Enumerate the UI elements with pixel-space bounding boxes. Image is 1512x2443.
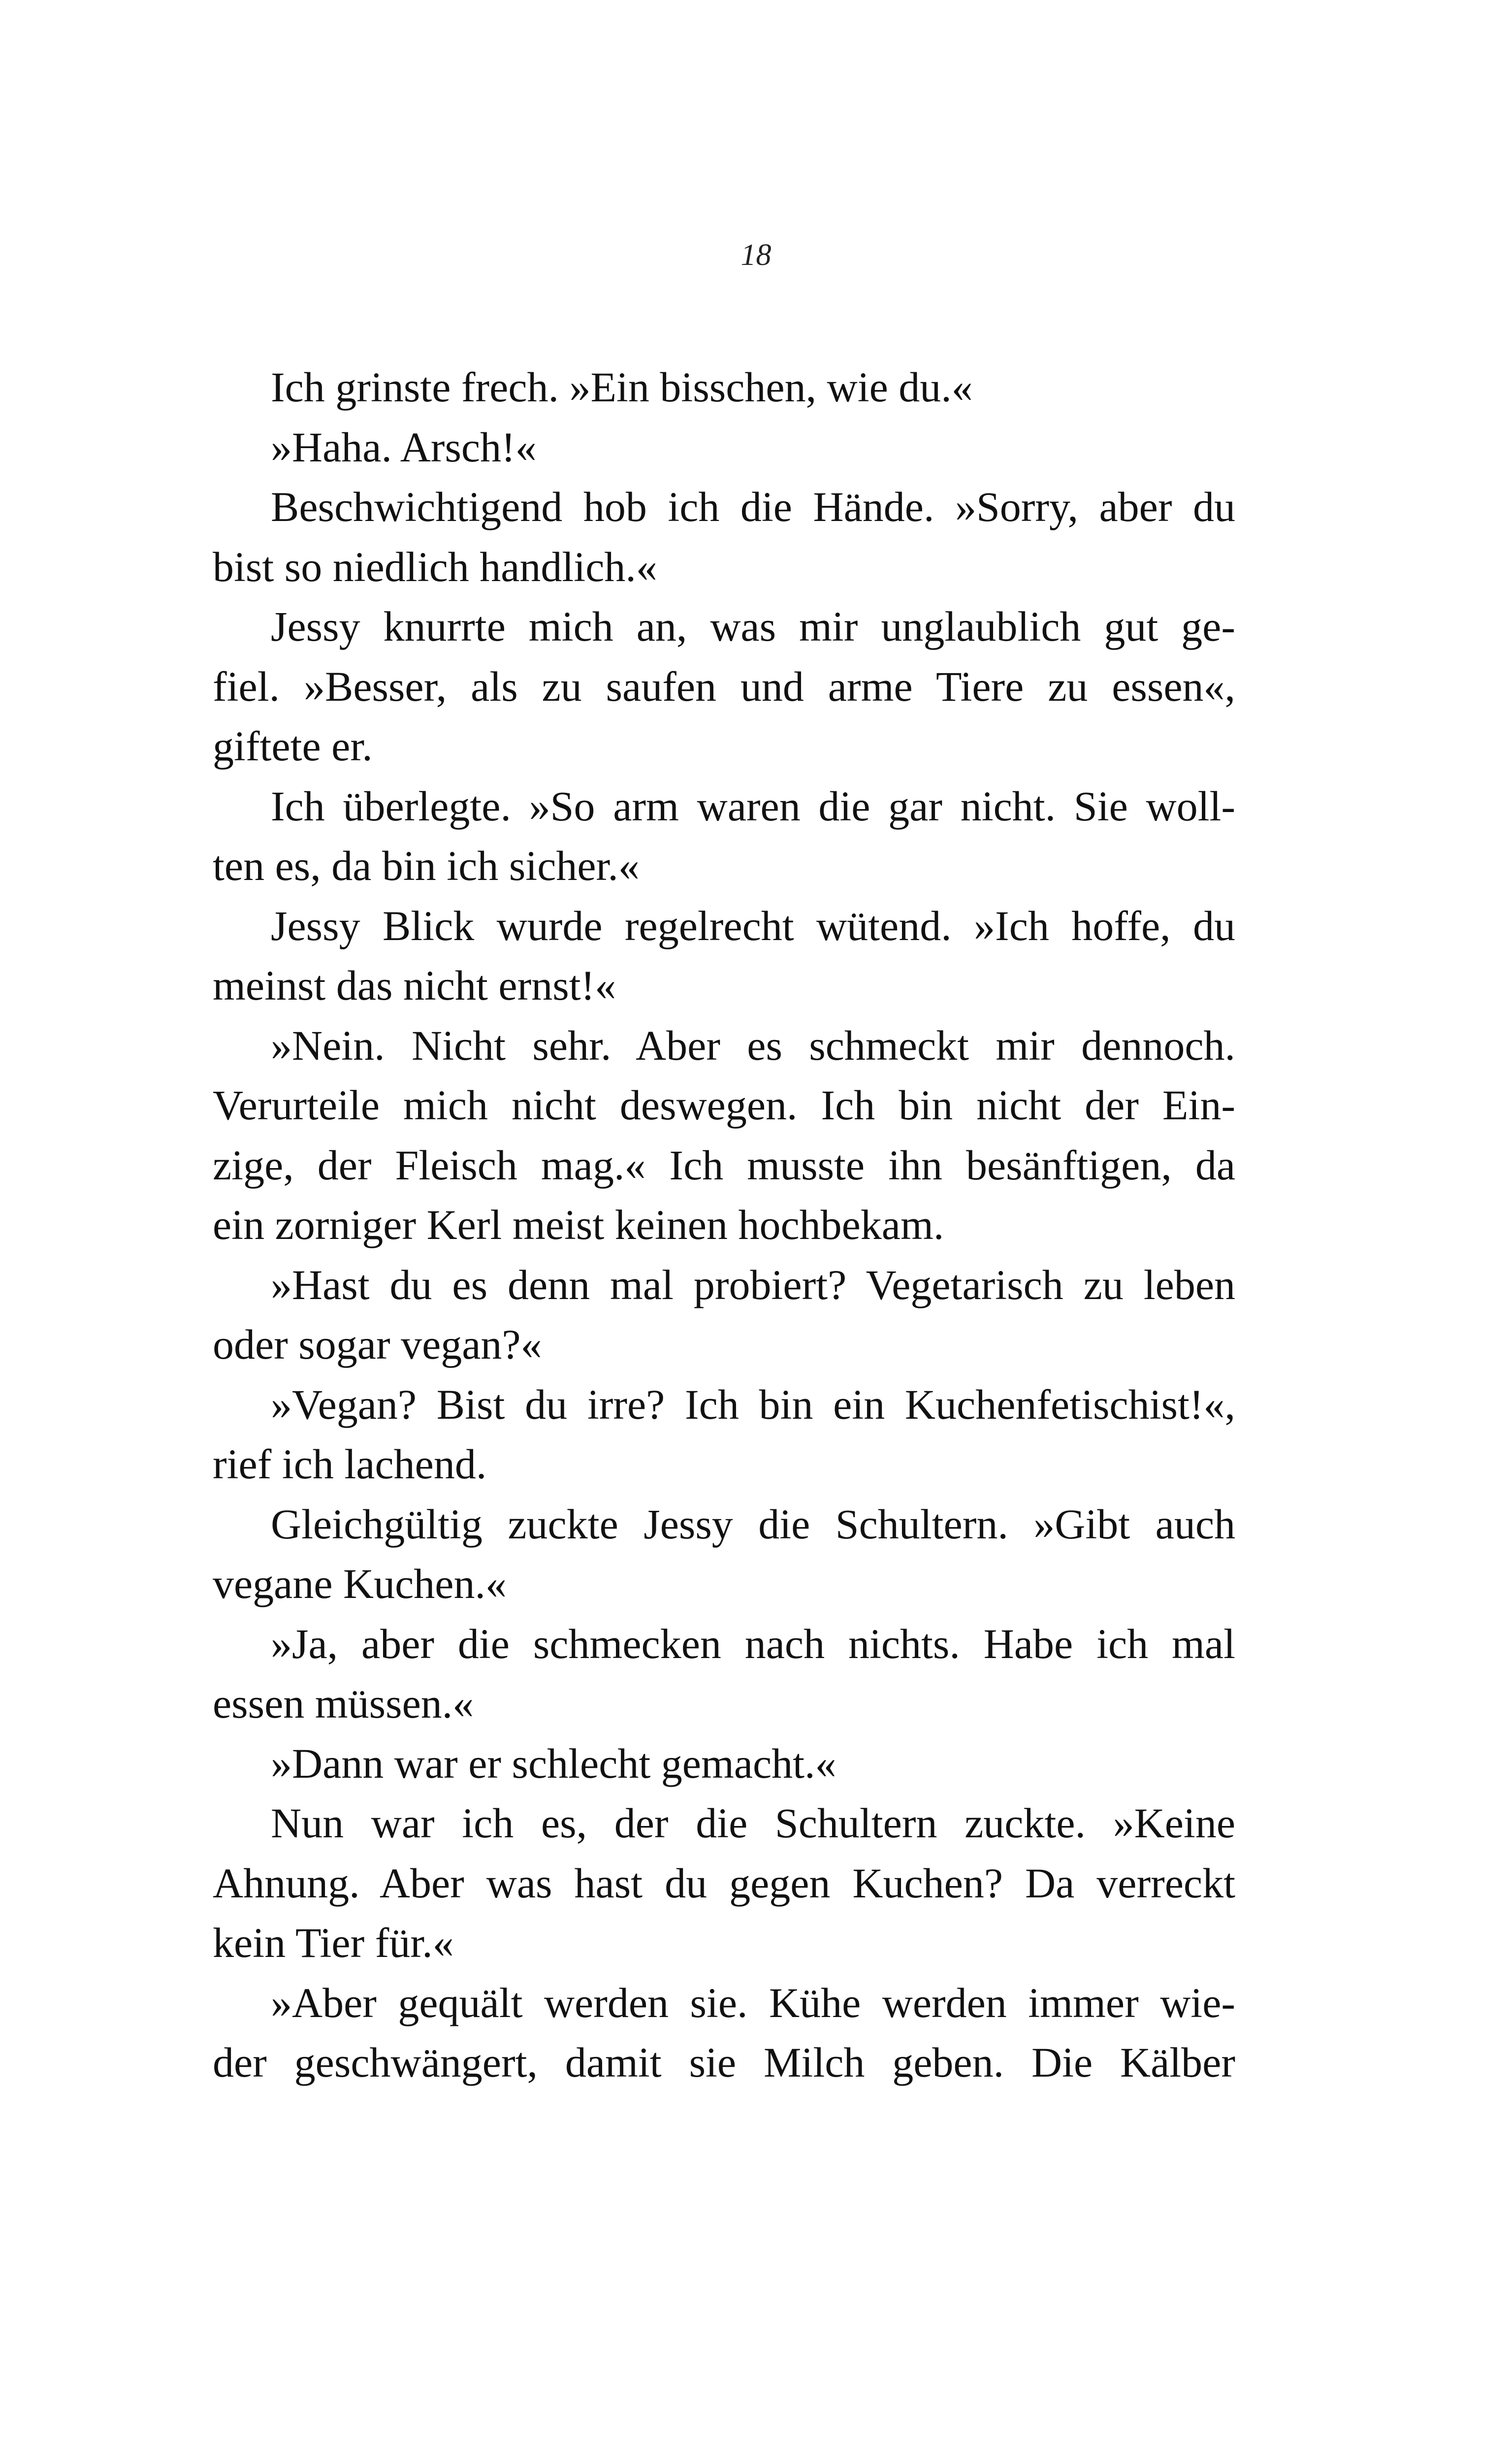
text-line: ein zorniger Kerl meist keinen hochbekam. (213, 1201, 944, 1248)
text-line: Jessy knurrte mich an, was mir unglaublich gut ge- (271, 603, 1235, 650)
text-line: »Haha. Arsch!« (271, 423, 537, 471)
text-line: »Ja, aber die schmecken nach nichts. Habe ich mal (271, 1620, 1235, 1667)
text-line: »Dann war er schlecht gemacht.« (271, 1739, 836, 1787)
text-line: zige, der Fleisch mag.« Ich musste ihn besänftigen, da (213, 1141, 1235, 1189)
text-line: giftete er. (213, 722, 373, 770)
text-line: Nun war ich es, der die Schultern zuckte. »Keine (271, 1799, 1235, 1847)
text-line: kein Tier für.« (213, 1919, 454, 1966)
text-line: vegane Kuchen.« (213, 1560, 507, 1607)
text-line: essen müssen.« (213, 1680, 474, 1727)
text-line: »Aber gequält werden sie. Kühe werden immer wie- (271, 1979, 1235, 2026)
text-line: »Hast du es denn mal probiert? Vegetarisch zu leben (271, 1261, 1235, 1308)
text-line: »Vegan? Bist du irre? Ich bin ein Kuchenfetischist!«, (271, 1380, 1235, 1428)
text-line: oder sogar vegan?« (213, 1321, 542, 1368)
page-number: 18 (740, 238, 772, 272)
text-line: Verurteile mich nicht deswegen. Ich bin nicht der Ein- (213, 1081, 1235, 1129)
text-line: bist so niedlich handlich.« (213, 543, 657, 590)
text-line: Jessy Blick wurde regelrecht wütend. »Ich hoffe, du (271, 902, 1235, 949)
body-text (213, 358, 1235, 2093)
text-line: Ahnung. Aber was hast du gegen Kuchen? Da verreckt (213, 1859, 1235, 1907)
text-line: fiel. »Besser, als zu saufen und arme Tiere zu essen«, (213, 662, 1235, 710)
text-line: »Nein. Nicht sehr. Aber es schmeckt mir dennoch. (271, 1021, 1235, 1069)
text-line: ten es, da bin ich sicher.« (213, 842, 640, 889)
text-line: Gleichgültig zuckte Jessy die Schultern. »Gibt auch (271, 1500, 1235, 1548)
text-line: rief ich lachend. (213, 1440, 487, 1488)
text-line: der geschwängert, damit sie Milch geben. Die Kälber (213, 2039, 1235, 2086)
text-line: meinst das nicht ernst!« (213, 962, 616, 1009)
text-line: Ich grinste frech. »Ein bisschen, wie du.« (271, 363, 973, 411)
text-line: Ich überlegte. »So arm waren die gar nicht. Sie woll- (271, 782, 1235, 830)
text-line: Beschwichtigend hob ich die Hände. »Sorry, aber du (271, 483, 1235, 530)
